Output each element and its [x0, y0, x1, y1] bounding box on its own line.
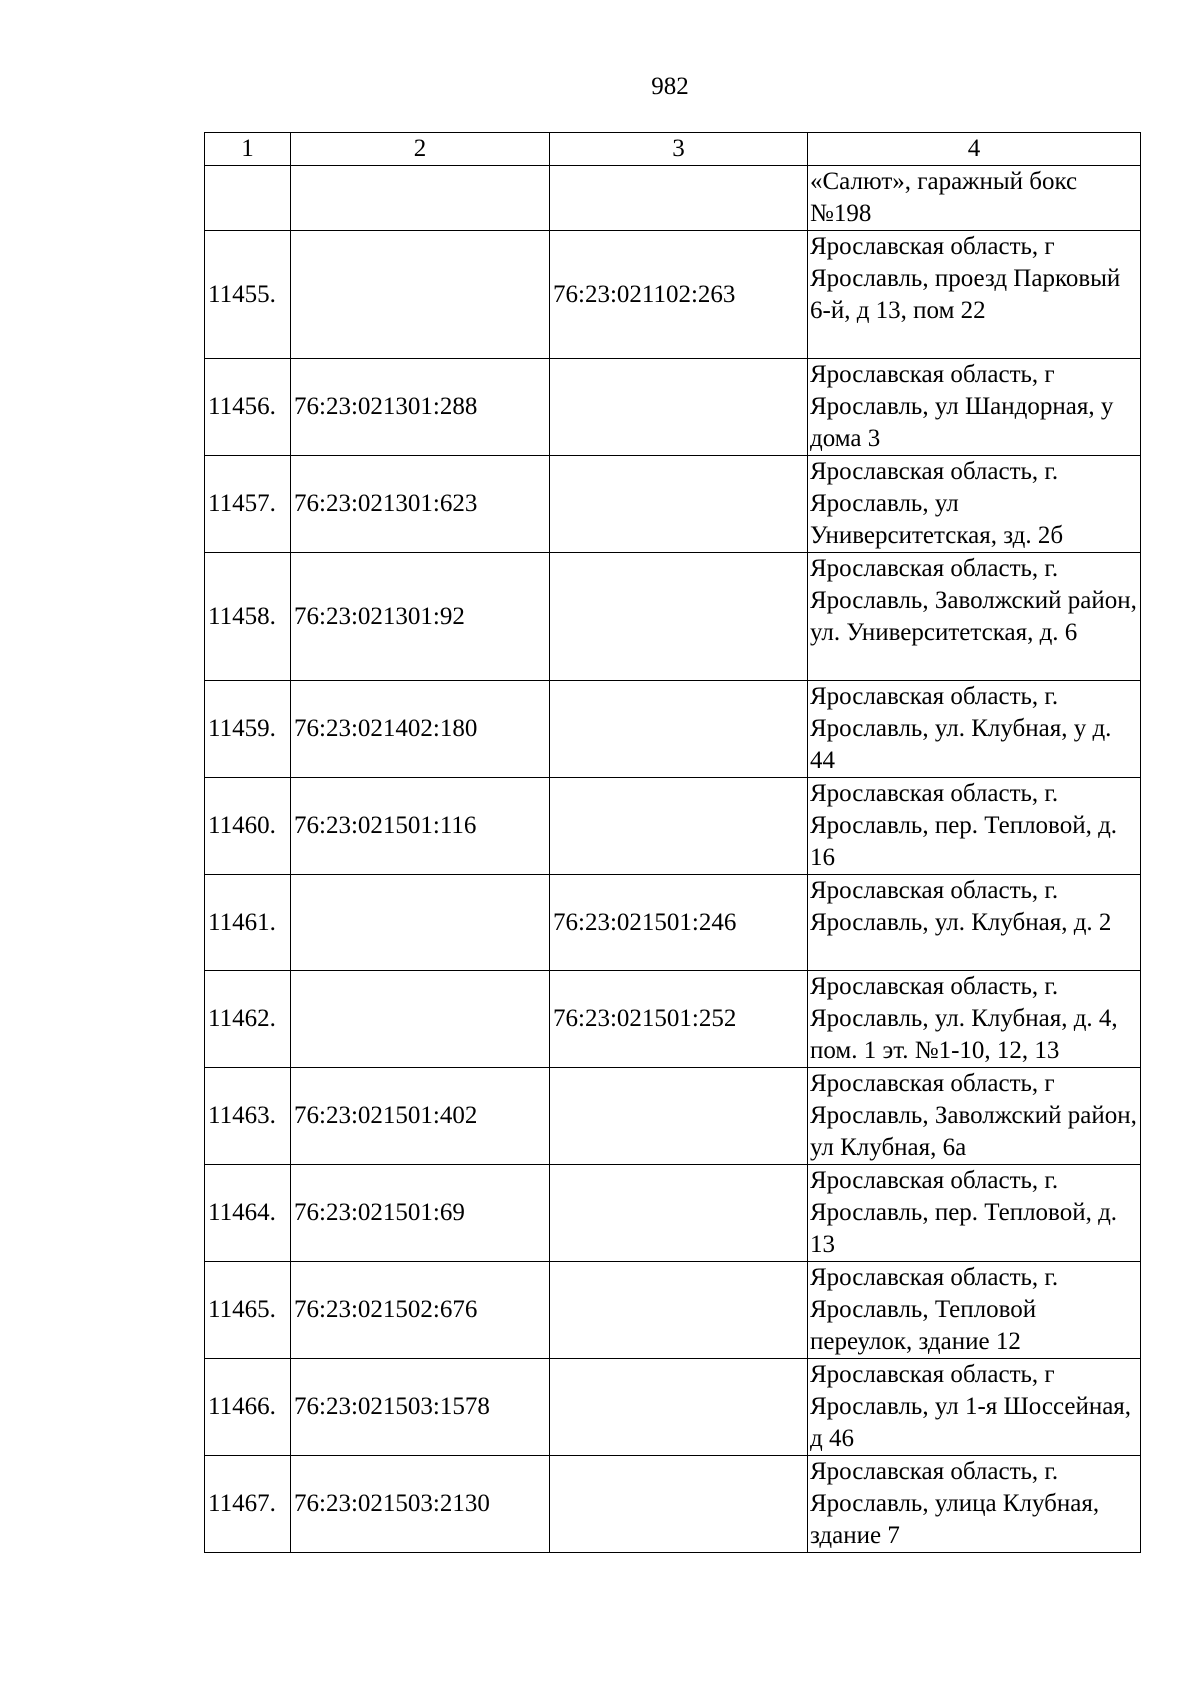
address-cell: Ярославская область, г. Ярославль, ул. Клубная, у д. 44: [808, 681, 1141, 778]
address-cell: Ярославская область, г Ярославль, ул Шандорная, у дома 3: [808, 359, 1141, 456]
table-row: [205, 1165, 1141, 1262]
cadastral-number-cell: 76:23:021301:623: [291, 456, 550, 553]
related-cadastral-number-cell: 76:23:021501:252: [550, 971, 808, 1068]
row-number-cell: [205, 166, 291, 231]
row-number-cell: 11466.: [205, 1359, 291, 1456]
row-number-cell: 11459.: [205, 681, 291, 778]
cadastral-number-cell: 76:23:021501:116: [291, 778, 550, 875]
cadastral-number-cell: [291, 875, 550, 971]
table-row: [205, 875, 1141, 971]
row-number-cell: 11456.: [205, 359, 291, 456]
page-number: 982: [651, 73, 689, 100]
row-number-cell: 11457.: [205, 456, 291, 553]
cadastral-number-cell: 76:23:021301:92: [291, 553, 550, 681]
row-number-cell: 11463.: [205, 1068, 291, 1165]
table-row: [205, 681, 1141, 778]
address-cell: Ярославская область, г. Ярославль, ул. Клубная, д. 2: [808, 875, 1141, 971]
address-cell: «Салют», гаражный бокс №198: [808, 166, 1141, 231]
table-row: [205, 456, 1141, 553]
related-cadastral-number-cell: [550, 778, 808, 875]
row-number-cell: 11465.: [205, 1262, 291, 1359]
table-row: [205, 231, 1141, 359]
related-cadastral-number-cell: [550, 1262, 808, 1359]
cadastral-number-cell: 76:23:021402:180: [291, 681, 550, 778]
related-cadastral-number-cell: [550, 1456, 808, 1553]
row-number-cell: 11458.: [205, 553, 291, 681]
address-cell: Ярославская область, г. Ярославль, улица Клубная, здание 7: [808, 1456, 1141, 1553]
row-number-cell: 11462.: [205, 971, 291, 1068]
cadastral-number-cell: 76:23:021502:676: [291, 1262, 550, 1359]
address-cell: Ярославская область, г Ярославль, проезд Парковый 6-й, д 13, пом 22: [808, 231, 1141, 359]
table-header-row: [205, 133, 1141, 166]
cadastral-number-cell: 76:23:021501:69: [291, 1165, 550, 1262]
table-row: [205, 778, 1141, 875]
related-cadastral-number-cell: [550, 553, 808, 681]
cadastral-number-cell: 76:23:021501:402: [291, 1068, 550, 1165]
address-cell: Ярославская область, г. Ярославль, пер. Тепловой, д. 16: [808, 778, 1141, 875]
address-cell: Ярославская область, г. Ярославль, Тепловой переулок, здание 12: [808, 1262, 1141, 1359]
cadastral-number-cell: [291, 231, 550, 359]
address-cell: Ярославская область, г. Ярославль, ул. Клубная, д. 4, пом. 1 эт. №1-10, 12, 13: [808, 971, 1141, 1068]
table-row: [205, 1262, 1141, 1359]
registry-table: [204, 132, 1141, 1553]
related-cadastral-number-cell: [550, 166, 808, 231]
table-row: [205, 359, 1141, 456]
table-body: [205, 166, 1141, 1553]
related-cadastral-number-cell: [550, 1359, 808, 1456]
address-cell: Ярославская область, г. Ярославль, пер. Тепловой, д. 13: [808, 1165, 1141, 1262]
cadastral-number-cell: [291, 971, 550, 1068]
cadastral-number-cell: 76:23:021503:1578: [291, 1359, 550, 1456]
related-cadastral-number-cell: 76:23:021501:246: [550, 875, 808, 971]
column-header-1: 1: [205, 133, 291, 166]
related-cadastral-number-cell: [550, 681, 808, 778]
table-row: [205, 1068, 1141, 1165]
row-number-cell: 11461.: [205, 875, 291, 971]
column-header-2: 2: [291, 133, 550, 166]
row-number-cell: 11467.: [205, 1456, 291, 1553]
row-number-cell: 11455.: [205, 231, 291, 359]
address-cell: Ярославская область, г Ярославль, ул 1-я Шоссейная, д 46: [808, 1359, 1141, 1456]
cadastral-number-cell: [291, 166, 550, 231]
table-row: [205, 1359, 1141, 1456]
table-row: [205, 1456, 1141, 1553]
address-cell: Ярославская область, г. Ярославль, Заволжский район, ул. Университетская, д. 6: [808, 553, 1141, 681]
table-row: [205, 971, 1141, 1068]
address-cell: Ярославская область, г Ярославль, Заволжский район, ул Клубная, 6а: [808, 1068, 1141, 1165]
address-cell: Ярославская область, г. Ярославль, ул Университетская, зд. 2б: [808, 456, 1141, 553]
related-cadastral-number-cell: 76:23:021102:263: [550, 231, 808, 359]
related-cadastral-number-cell: [550, 1165, 808, 1262]
related-cadastral-number-cell: [550, 1068, 808, 1165]
column-header-3: 3: [550, 133, 808, 166]
column-header-4: 4: [808, 133, 1141, 166]
row-number-cell: 11464.: [205, 1165, 291, 1262]
row-number-cell: 11460.: [205, 778, 291, 875]
related-cadastral-number-cell: [550, 359, 808, 456]
cadastral-number-cell: 76:23:021301:288: [291, 359, 550, 456]
table-row: [205, 553, 1141, 681]
table-row: [205, 166, 1141, 231]
related-cadastral-number-cell: [550, 456, 808, 553]
cadastral-number-cell: 76:23:021503:2130: [291, 1456, 550, 1553]
